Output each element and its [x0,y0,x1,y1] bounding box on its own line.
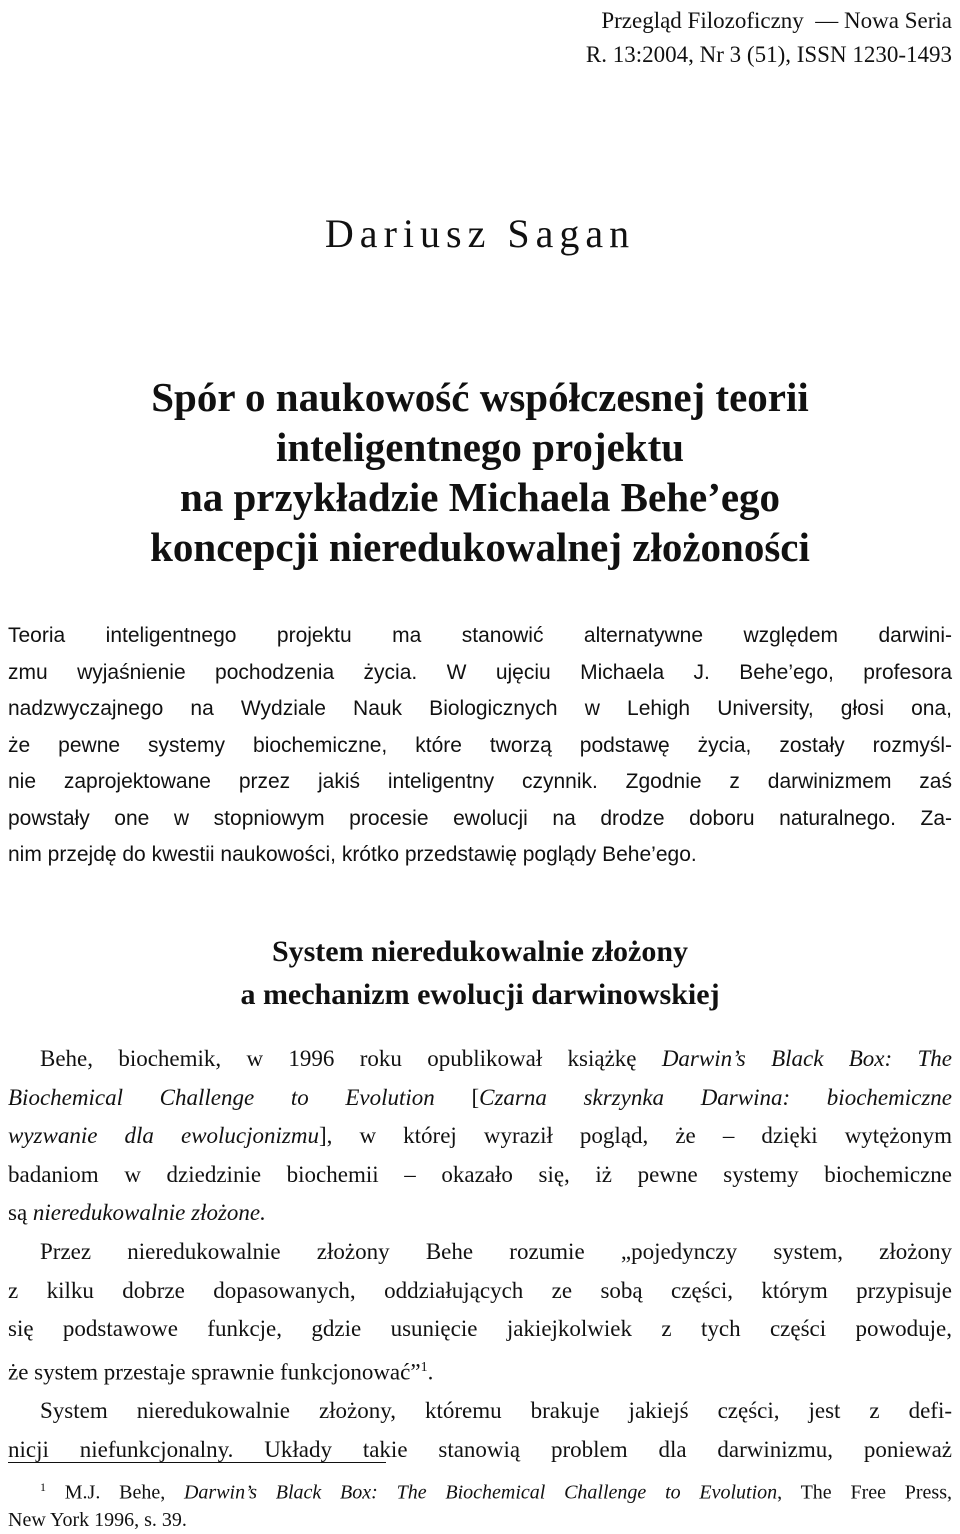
footnote-line: New York 1996, s. 39. [8,1508,187,1531]
paragraph-line: System nieredukowalnie złożony, któremu brakuje jakiejś części, jest z defi- [40,1398,952,1423]
footnote-reference[interactable]: 1 [420,1359,428,1375]
abstract-line: zmu wyjaśnienie pochodzenia życia. W ujęciu Michaela J. Behe’ego, profesora [8,660,952,684]
article-title [0,372,960,572]
text-run: , The Free Press, [777,1481,952,1504]
text-run: M.J. Behe, [46,1481,184,1504]
text-run: ], w której wyraził pogląd, że – dzięki wytężonym [318,1123,953,1149]
abstract-line: nim przejdę do kwestii naukowości, krótko przedstawię poglądy Behe’ego. [8,843,697,866]
emphasis: nieredukowalnie złożone. [32,1200,266,1226]
paragraph-line: Przez nieredukowalnie złożony Behe rozumie „pojedynczy system, złożony [40,1238,952,1264]
text-run: . [427,1359,434,1385]
journal-header [586,4,952,72]
book-title: Darwin’s Black Box: The Biochemical Challenge to Evolution [183,1481,778,1504]
title-line: Spór o naukowość współczesnej teorii [151,374,809,420]
paragraph-line [8,1117,952,1156]
abstract-line: powstały one w stopniowym procesie ewolucji na drodze doboru naturalnego. Za- [8,806,952,830]
paragraph-line: z kilku dobrze dopasowanych, oddziałujących ze sobą części, którym przypisuje [8,1277,952,1303]
book-title-translation: Czarna skrzynka Darwina: biochemiczne [479,1084,952,1110]
footnote-line [8,1474,952,1507]
paragraph-line [8,1194,952,1233]
abstract-line: że pewne systemy biochemiczne, które tworzą podstawę życia, zostały rozmyśl- [8,733,952,757]
abstract-line: nie zaprojektowane przez jakiś inteligentny czynnik. Zgodnie z darwinizmem zaś [8,770,952,793]
book-title-translation: wyzwanie dla ewolucjonizmu [8,1123,319,1149]
paragraph-line: się podstawowe funkcje, gdzie usunięcie jakiejkolwiek z tych części powoduje, [8,1316,952,1342]
section-heading-line: a mechanizm ewolucji darwinowskiej [240,978,720,1011]
paragraph-line [8,1040,952,1079]
text-run: są [8,1200,33,1226]
title-line: koncepcji nieredukowalnej złożoności [150,524,810,570]
body-text [8,1040,952,1469]
abstract-line: nadzwyczajnego na Wydziale Nauk Biologicznych w Lehigh University, głosi ona, [8,697,952,720]
paragraph-line: nicji niefunkcjonalny. Układy takie stanowią problem dla darwinizmu, ponieważ [8,1436,952,1462]
journal-name: Przegląd Filozoficzny — Nowa Seria [601,8,952,33]
book-title: Biochemical Challenge to Evolution [8,1084,435,1110]
text-run: Behe, biochemik, w 1996 roku opublikował książkę [40,1046,662,1071]
abstract-line: Teoria inteligentnego projektu ma stanowić alternatywne względem darwini- [8,624,952,647]
section-heading-line: System nieredukowalnie złożony [271,935,689,968]
abstract [8,618,952,874]
journal-issue: R. 13:2004, Nr 3 (51), ISSN 1230-1493 [585,42,952,67]
book-title: Darwin’s Black Box: The [661,1046,952,1071]
section-heading [0,930,960,1016]
title-line: na przykładzie Michaela Behe’ego [179,474,781,520]
paragraph-line [8,1079,952,1118]
text-run: [ [434,1084,480,1110]
author-name: Dariusz Sagan [324,211,636,256]
paragraph-line: badaniom w dziedzinie biochemii – okazało się, iż pewne systemy biochemiczne [8,1161,952,1187]
paragraph-line [8,1349,952,1392]
footnote [8,1474,952,1534]
footnote-divider [8,1462,386,1463]
text-run: że system przestaje sprawnie funkcjonować” [8,1359,421,1385]
title-line: inteligentnego projektu [275,424,685,470]
footnote-marker: 1 [40,1480,46,1494]
